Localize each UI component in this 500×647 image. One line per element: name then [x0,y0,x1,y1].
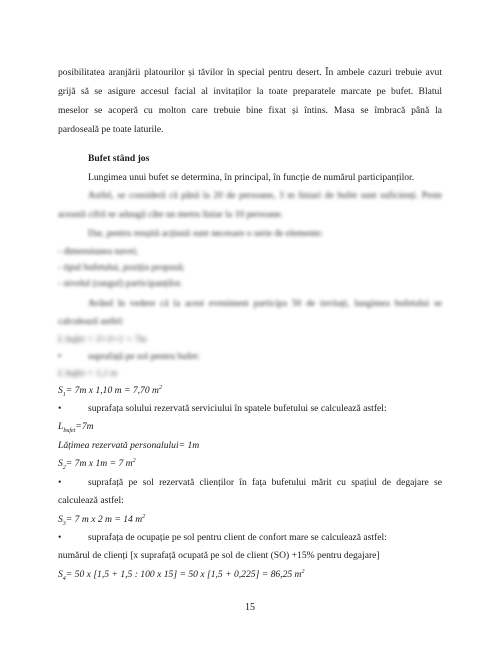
blurred-line: - nivelul (rangul) participanților. [58,278,183,289]
bullet-text: suprafață pe sol pentru bufet: [88,351,200,362]
blurred-line: - dimensiunea navei; [58,246,138,257]
formula-description: numărul de clienți [x suprafață ocupată pe sol de client (SO) +15% pentru degajare] [58,550,380,561]
blurred-line: Dar, pentru reușită acțiunii sunt necesare o serie de elemente: [88,228,324,239]
formula-s4: $S_4= 50$ x [1,5 + 1,5 : 100 x 15] = 50 x [1,5 + 0,225] = 86,25 $m^2$ [58,568,305,582]
bullet-icon: • [58,403,62,414]
paragraph-line: grijă să se asigure accesul facial al invitaților la toate preparatele marcate pe bufet. Blatul [58,86,442,97]
paragraph-line: calculează astfel: [58,495,124,506]
blurred-line: L bufet = 1,1 m [58,368,118,379]
bullet-icon: • [58,351,62,362]
bullet-icon: • [58,532,62,543]
bullet-text: suprafața solului rezervată serviciului în spatele bufetului se calculează astfel: [88,403,387,414]
formula-latime: Lățimea rezervată personalului= 1m [58,440,200,451]
paragraph-line: Lungimea unui bufet se determina, în principal, în funcție de numărul participanților. [88,172,415,183]
paragraph-line: meselor se acoperă cu molton care trebuie bine fixat și întins. Masa se îmbracă până la [58,105,442,116]
section-heading: Bufet stând jos [88,153,150,164]
formula-lbufet: $L_{bufet}=7m$ [58,421,94,434]
bullet-icon: • [58,477,62,488]
blurred-line: L bufet = 3+3+1 = 7m [58,334,147,345]
bullet-text: suprafață pe sol rezervată clienților în fața bufetului mărit cu spațiul de degajare se [88,477,442,488]
blurred-line: această cifră se adaugă câte un metru liniar la 10 persoane. [58,209,284,220]
blurred-line: - tipul bufetului, poziția propusă; [58,262,185,273]
formula-s1: $S_1= 7m$ x 1,10 m = 7,70 $m^2$ [58,384,162,398]
formula-s3: $S_3= 7$ m x 2 m = 14 $m^2$ [58,513,146,527]
formula-s2: $S_2= 7m$ x 1m = 7 $m^2$ [58,457,136,471]
paragraph-line: pardoseală pe toate laturile. [58,124,164,135]
paragraph-line: posibilitatea aranjării platourilor și tăvilor în special pentru desert. În ambele cazuri trebuie avut [58,67,442,78]
blurred-line: calculează astfel: [58,316,124,327]
bullet-text: suprafața de ocupație pe sol pentru client de confort mare se calculează astfel: [88,532,387,543]
blurred-line: Având în vedere că la acest eveniment participa 50 de invitați, lungimea bufetului se [88,298,442,309]
blurred-line: Astfel, se consideră că până la 20 de persoane, 3 m liniari de bufet sunt suficienți. Peste [88,190,442,201]
page-number: 15 [245,602,255,613]
